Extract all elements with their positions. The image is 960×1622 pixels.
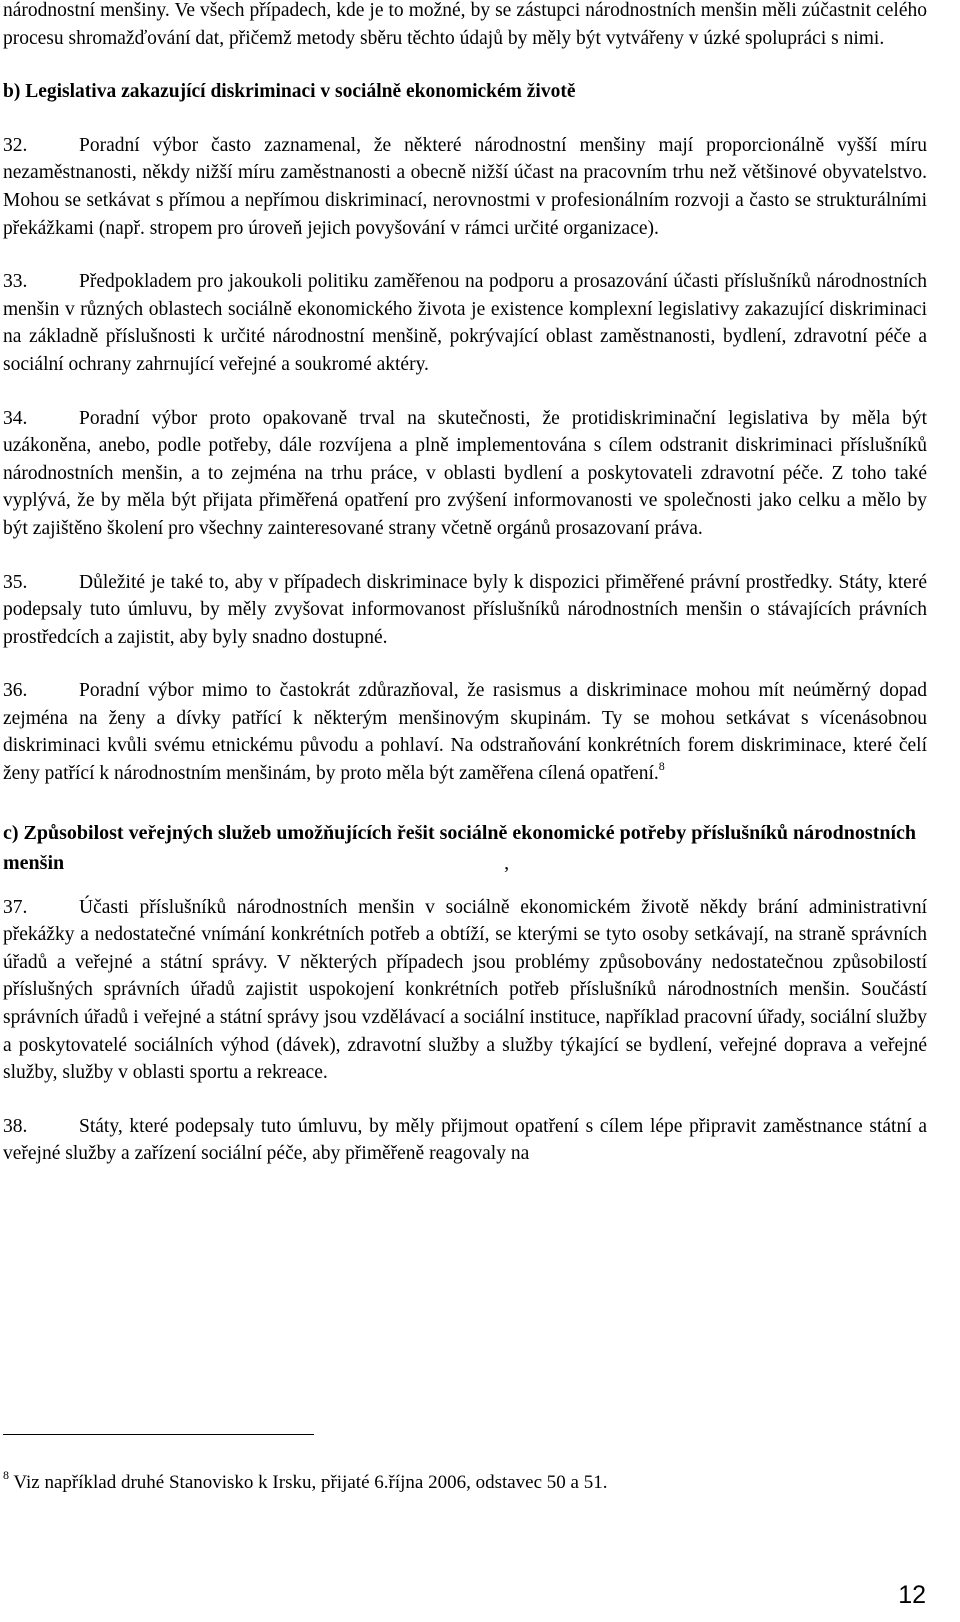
paragraph-text: Účasti příslušníků národnostních menšin v sociálně ekonomickém životě někdy brání administrativní překážky a nedostatečné vnímání konkrétních potřeb a obtíží, se kterými se tyto osoby setkávají, na straně správních úřadů a veřejné a státní správy. V některých případech jsou problémy způsobovány nedostatečnou způsobilostí příslušných správních úřadů zajistit uspokojení konkrétních potřeb příslušníků národnostních menšin. Součástí správních úřadů i veřejné a státní správy jsou vzdělávací a sociální instituce, například pracovní úřady, sociální služby a poskytovatelé sociálních výhod (dávek), zdravotní služby a služby týkající se bydlení, veřejné doprava a veřejné služby, služby v oblasti sportu a rekreace. <box>3 896 927 1084</box>
paragraph-34 <box>3 405 927 543</box>
paragraph-number: 33. <box>3 271 28 293</box>
paragraph-text: Důležité je také to, aby v případech diskriminace byly k dispozici přiměřené právní prostředky. Státy, které podepsaly tuto úmluvu, by měly zvyšovat informovanost příslušníků národnostních menšin o stávajících právních prostředcích a zajistit, aby byly snadno dostupné. <box>3 571 927 648</box>
paragraph-number: 34. <box>3 407 28 429</box>
paragraph-number: 32. <box>3 134 28 156</box>
paragraph-33 <box>3 268 927 378</box>
paragraph-text: Poradní výbor často zaznamenal, že některé národnostní menšiny mají proporcionálně vyšší míru nezaměstnanosti, někdy nižší míru zaměstnanosti a obecně nižší účast na pracovním trhu než většinové obyvatelstvo. Mohou se setkávat s přímou a nepřímou diskriminací, nerovnostmi v profesionálním rozvoji a často se strukturálními překážkami (např. stropem pro úroveň jejich povyšování v rámci určité organizace). <box>3 134 927 239</box>
footnote-text: Viz například druhé Stanovisko k Irsku, přijaté 6.října 2006, odstavec 50 a 51. <box>13 1472 608 1493</box>
paragraph-text: Poradní výbor proto opakovaně trval na skutečnosti, že protidiskriminační legislativa by měla být uzákoněna, anebo, podle potřeby, dále rozvíjena a plně implementována s cílem odstranit diskriminaci příslušníků národnostních menšin, a to zejména na trhu práce, v oblasti bydlení a poskytovateli zdravotní péče. Z toho také vyplývá, že by měla být přijata přiměřená opatření pro zvýšení informovanosti ve společnosti jako celku a mělo by být zajištěno školení pro všechny zainteresované strany včetně orgánů prosazovaní práva. <box>3 407 927 539</box>
footnote-divider <box>3 1434 314 1435</box>
paragraph-number: 35. <box>3 571 28 593</box>
section-c-trailing-mark: , <box>504 851 510 874</box>
document-page <box>3 0 927 1168</box>
section-c-heading-text: c) Způsobilost veřejných služeb umožňujících řešit sociálně ekonomické potřeby příslušníků národnostních menšin <box>3 821 917 874</box>
footnote-number: 8 <box>3 1468 9 1482</box>
paragraph-38 <box>3 1113 927 1168</box>
section-c-heading <box>3 818 927 878</box>
paragraph-text: Poradní výbor mimo to častokrát zdůrazňoval, že rasismus a diskriminace mohou mít neúměrný dopad zejména na ženy a dívky patřící k některým menšinovým skupinám. Ty se mohou setkávat s vícenásobnou diskriminaci kvůli svému etnickému původu a pohlaví. Na odstraňování konkrétních forem diskriminace, které čelí ženy patřící k národnostním menšinám, by proto měla být zaměřena cílená opatření. <box>3 680 927 785</box>
paragraph-32 <box>3 132 927 242</box>
footnote-reference[interactable]: 8 <box>658 759 665 774</box>
paragraph-text: Předpokladem pro jakoukoli politiku zaměřenou na podporu a prosazování účasti příslušníků národnostních menšin v různých oblastech sociálně ekonomického života je existence komplexní legislativy zakazující diskriminaci na základně příslušnosti k určité národnostní menšině, pokrývající oblast zaměstnanosti, bydlení, zdravotní péče a sociální ochrany zahrnující veřejné a soukromé aktéry. <box>3 271 927 375</box>
paragraph-number: 38. <box>3 1115 28 1137</box>
paragraph-37 <box>3 894 927 1087</box>
paragraph-36 <box>3 677 927 787</box>
page-number: 12 <box>898 1581 926 1609</box>
intro-paragraph: národnostní menšiny. Ve všech případech, kde je to možné, by se zástupci národnostních menšin měli zúčastnit celého procesu shromažďování dat, přičemž metody sběru těchto údajů by měly být vytvářeny v úzké spolupráci s nimi. <box>3 0 927 49</box>
section-b-heading: b) Legislativa zakazující diskriminaci v sociálně ekonomickém životě <box>3 81 576 103</box>
paragraph-35 <box>3 569 927 652</box>
paragraph-text: Státy, které podepsaly tuto úmluvu, by měly přijmout opatření s cílem lépe připravit zaměstnance státní a veřejné služby a zařízení sociální péče, aby přiměřeně reagovaly na <box>3 1115 927 1165</box>
paragraph-number: 37. <box>3 896 28 918</box>
paragraph-number: 36. <box>3 680 28 702</box>
footnote <box>3 1470 903 1496</box>
